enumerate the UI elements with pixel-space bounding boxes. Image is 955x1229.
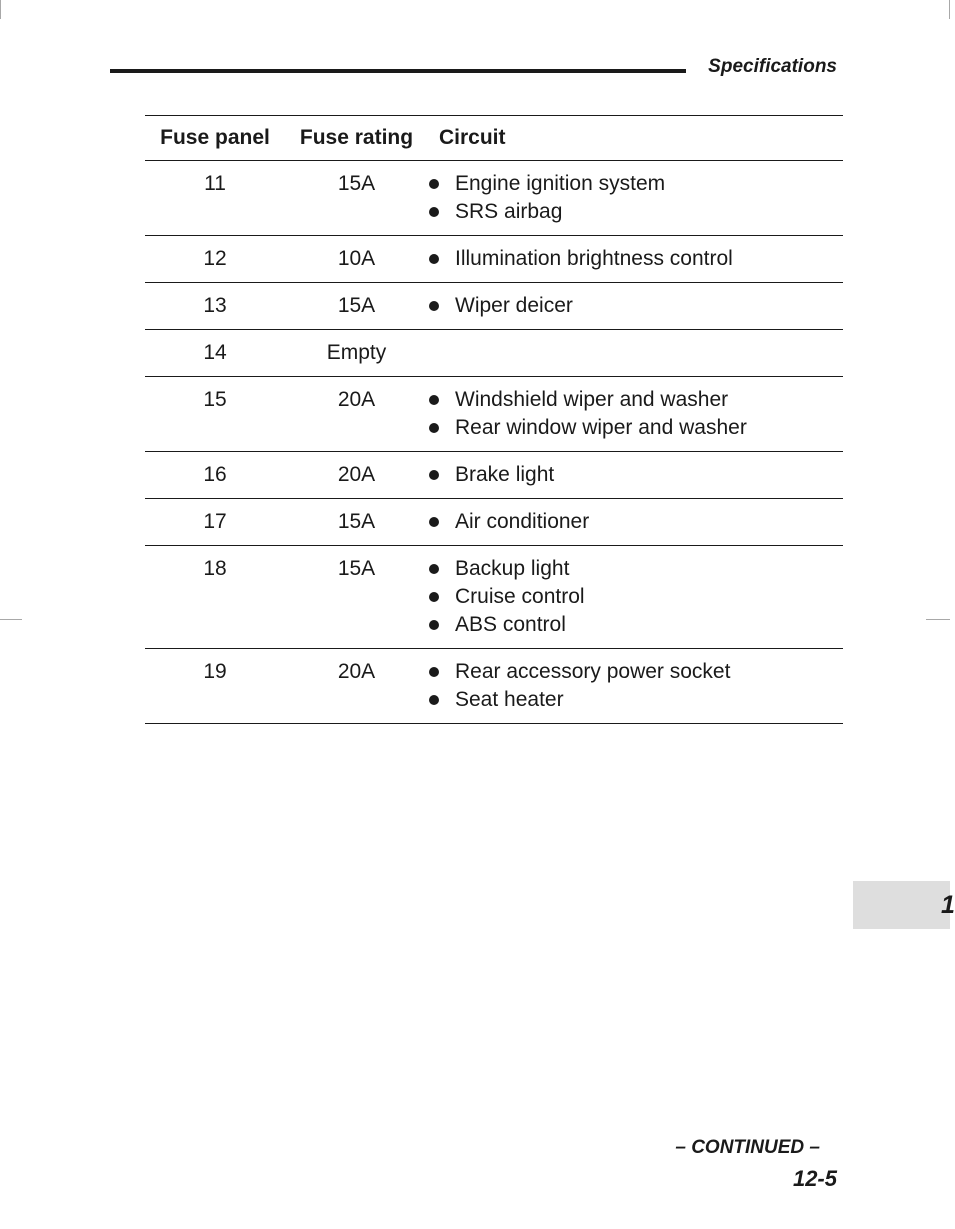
- header-rule: [110, 69, 686, 73]
- column-header-fuse-rating: Fuse rating: [299, 126, 414, 149]
- crop-mark-top-left: [0, 0, 1, 19]
- fuse-panel-cell: 12: [203, 247, 227, 270]
- fuse-panel-cell: 17: [203, 510, 227, 533]
- circuit-item: Backup light: [428, 555, 843, 583]
- circuit-item: Air conditioner: [428, 508, 843, 536]
- circuit-list: [428, 245, 843, 273]
- fuse-table: [145, 115, 843, 724]
- fuse-panel-cell: 14: [203, 341, 227, 364]
- column-header-fuse-panel: Fuse panel: [160, 126, 270, 149]
- fuse-panel-cell: 11: [204, 172, 226, 195]
- table-row: [145, 546, 843, 649]
- fuse-rating-cell: 20A: [337, 463, 376, 486]
- circuit-list: [428, 508, 843, 536]
- fuse-rating-cell: 15A: [337, 294, 376, 317]
- circuit-item: Brake light: [428, 461, 843, 489]
- circuit-item: Seat heater: [428, 686, 843, 714]
- circuit-cell: [428, 283, 843, 330]
- circuit-cell: [428, 499, 843, 546]
- continued-note: – CONTINUED –: [675, 1137, 820, 1158]
- fuse-panel-cell: 13: [203, 294, 227, 317]
- circuit-list: [428, 461, 843, 489]
- crop-mark-top-right: [949, 0, 950, 19]
- circuit-list: [428, 555, 843, 639]
- circuit-item: Engine ignition system: [428, 170, 843, 198]
- circuit-item: Rear window wiper and washer: [428, 414, 843, 442]
- circuit-cell: [428, 546, 843, 649]
- fuse-panel-cell: 18: [203, 557, 227, 580]
- circuit-item: SRS airbag: [428, 198, 843, 226]
- circuit-item: Illumination brightness control: [428, 245, 843, 273]
- circuit-cell: [428, 161, 843, 236]
- table-row: [145, 499, 843, 546]
- table-row: [145, 330, 843, 377]
- table-row: [145, 161, 843, 236]
- circuit-list: [428, 292, 843, 320]
- fuse-rating-cell: 20A: [337, 660, 376, 683]
- table-row: [145, 377, 843, 452]
- circuit-item: ABS control: [428, 611, 843, 639]
- table-header-row: [145, 116, 843, 161]
- circuit-item: Windshield wiper and washer: [428, 386, 843, 414]
- table-row: [145, 452, 843, 499]
- page-number: 12-5: [792, 1166, 837, 1191]
- column-header-circuit: Circuit: [439, 126, 506, 149]
- circuit-list: [428, 658, 843, 714]
- chapter-tab: [853, 881, 955, 929]
- crop-mark-mid-right: [926, 619, 950, 620]
- fuse-panel-cell: 16: [203, 463, 227, 486]
- table-body: [145, 161, 843, 724]
- section-title: Specifications: [708, 56, 837, 77]
- circuit-item: Wiper deicer: [428, 292, 843, 320]
- fuse-rating-cell: 15A: [337, 557, 376, 580]
- fuse-rating-cell: Empty: [326, 341, 387, 364]
- fuse-rating-cell: 10A: [337, 247, 376, 270]
- circuit-cell: [428, 377, 843, 452]
- circuit-cell: [428, 236, 843, 283]
- fuse-rating-cell: 15A: [337, 510, 376, 533]
- fuse-panel-cell: 19: [203, 660, 227, 683]
- fuse-rating-cell: 20A: [337, 388, 376, 411]
- table-row: [145, 236, 843, 283]
- fuse-panel-cell: 15: [203, 388, 227, 411]
- circuit-list: [428, 386, 843, 442]
- circuit-list: [428, 170, 843, 226]
- circuit-item: Cruise control: [428, 583, 843, 611]
- circuit-cell: [428, 330, 843, 377]
- table-row: [145, 649, 843, 724]
- fuse-rating-cell: 15A: [337, 172, 376, 195]
- crop-mark-mid-left: [0, 619, 22, 620]
- chapter-tab-label: 1: [941, 891, 955, 919]
- table-row: [145, 283, 843, 330]
- circuit-cell: [428, 649, 843, 724]
- circuit-cell: [428, 452, 843, 499]
- circuit-item: Rear accessory power socket: [428, 658, 843, 686]
